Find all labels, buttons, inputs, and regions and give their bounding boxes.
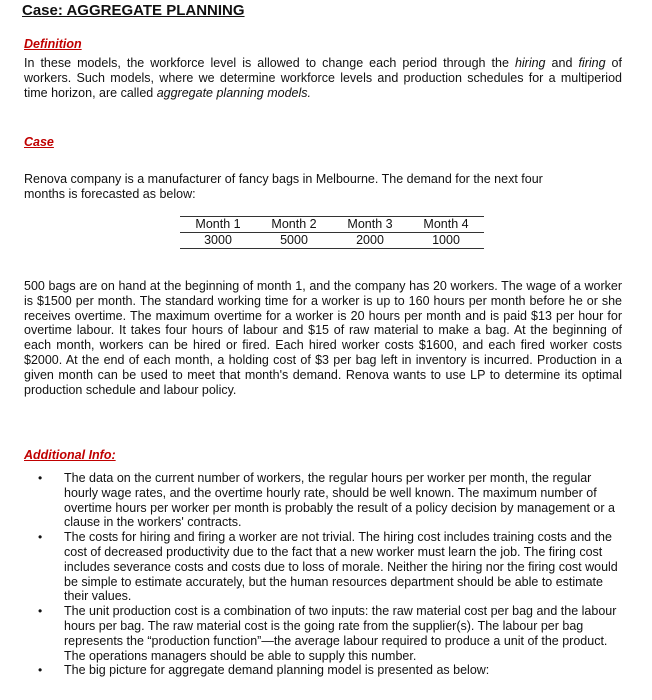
list-item [24,604,622,663]
definition-hiring: hiring [514,56,546,70]
table-cell: 2000 [332,233,408,249]
list-item-text: The big picture for aggregate demand planning model is presented as below: [64,663,490,678]
bullet-icon: • [38,604,43,619]
table-cell: 1000 [408,233,484,249]
list-item-text: The costs for hiring and firing a worker are not trivial. The hiring cost includes training costs and the cost of decreased productivity due to the fact that a new worker must learn the job. The firing cost includes severance costs and costs due to loss of morale. Neither the hiring nor the firing cost would be simple to estimate accurately, but the human resources department should be able to estimate their values. [64,530,618,604]
definition-paragraph [24,56,622,100]
table-header-cell: Month 1 [180,217,256,233]
demand-table-header-row [180,217,484,233]
bullet-icon: • [38,530,43,545]
definition-firing: firing [578,56,606,70]
bullet-icon: • [38,663,43,678]
case-heading: Case [24,135,54,149]
table-header-cell: Month 3 [332,217,408,233]
table-header-cell: Month 2 [256,217,332,233]
definition-text-3: of workers. Such models, where we determine workforce levels and production schedules for a multiperiod time horizon, are called [24,56,622,100]
demand-table [180,216,484,249]
demand-table-value-row [180,233,484,249]
definition-text-2: and [545,56,579,70]
definition-heading: Definition [24,37,82,51]
list-item [24,471,622,530]
bullet-icon: • [38,471,43,485]
additional-info-heading: Additional Info: [24,448,116,462]
definition-term: aggregate planning models. [156,85,311,100]
table-cell: 3000 [180,233,256,249]
list-item [24,663,622,678]
case-intro: Renova company is a manufacturer of fancy bags in Melbourne. The demand for the next four months is forecasted as below: [24,172,543,201]
additional-info-list [24,471,622,678]
list-item-text: The unit production cost is a combination of two inputs: the raw material cost per bag and the labour hours per bag. The raw material cost is the going rate from the supplier(s). The labour per bag represents the “production function”—the average labour required to produce a unit of the product. The operations managers should be able to supply this number. [64,604,617,663]
list-item [24,530,622,604]
table-cell: 5000 [256,233,332,249]
page-title: Case: AGGREGATE PLANNING [22,2,245,19]
list-item-text: The data on the current number of workers, the regular hours per worker per month, the regular hourly wage rates, and the overtime hourly rate, should be well known. The maximum number of overtime hours per worker per month is probably the result of a policy decision by management or a clause in the workers' contracts. [64,471,615,530]
definition-text-1: In these models, the workforce level is allowed to change each period through the [24,56,515,70]
table-header-cell: Month 4 [408,217,484,233]
case-body-paragraph: 500 bags are on hand at the beginning of month 1, and the company has 20 workers. The wage of a worker is $1500 per month. The standard working time for a worker is up to 160 hours per month before he or she receives overtime. The maximum overtime for a worker is 20 hours per month and is paid $13 per hour for overtime labour. It takes four hours of labour and $15 of raw material to make a bag. At the beginning of each month, workers can be hired or fired. Each hired worker costs $1600, and each fired worker costs $2000. At the end of each month, a holding cost of $3 per bag left in inventory is incurred. Production in a given month can be used to meet that month's demand. Renova wants to use LP to determine its optimal production schedule and labour policy. [24,279,622,397]
